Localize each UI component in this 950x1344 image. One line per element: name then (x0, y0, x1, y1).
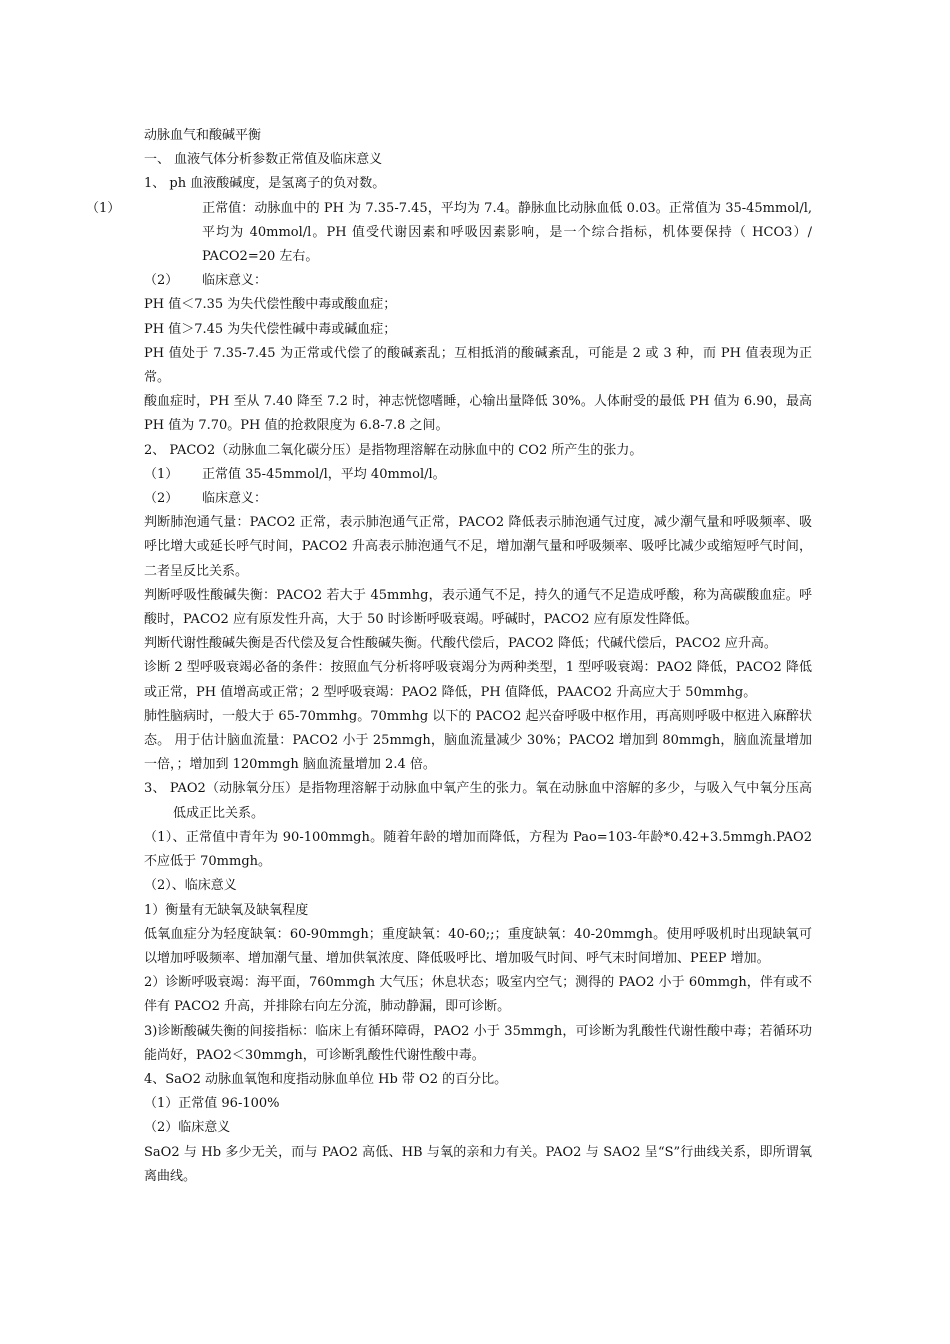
ph-acidemia: PH 值＜7.35 为失代偿性酸中毒或酸血症； (144, 297, 397, 313)
subsection-sao2: 4、SaO2 动脉血氧饱和度指动脉血单位 Hb 带 O2 的百分比。 (144, 1071, 508, 1087)
doc-title: 动脉血气和酸碱平衡 (144, 128, 262, 143)
ph-normal-text: 正常值：动脉血中的 PH 为 7.35-7.45，平均为 7.4。静脉血比动脉血低 0.03。正常值为 35-45mmol/l,平均为 40mmol/l。PH 值受代谢因素和呼吸因素影响，是一个综合指标，机体要保持（ HCO3）/ PACO2=20 左右。 (202, 200, 812, 265)
pao2-acidbase-indicator: 3)诊断酸碱失衡的间接指标：临床上有循环障碍，PAO2 小于 35mmgh，可诊断为乳酸性代谢性酸中毒；若循环功能尚好，PAO2＜30mmgh，可诊断乳酸性代谢性酸中毒。 (144, 1023, 812, 1063)
item-number: （1） (144, 466, 179, 482)
sao2-normal: （1）正常值 96-100% (144, 1096, 280, 1112)
pao2-clinical-heading: （2）、临床意义 (144, 878, 237, 894)
item-number: （1） (86, 200, 121, 216)
paco2-normal (144, 463, 812, 487)
paco2-clinical-label: 临床意义： (202, 491, 268, 507)
paco2-ventilation: 判断肺泡通气量：PACO2 正常，表示肺泡通气正常，PACO2 降低表示肺泡通气过度，减少潮气量和呼吸频率、吸呼比增大或延长呼气时间，PACO2 升高表示肺泡通气不足，增加潮气量和呼吸频率、吸呼比减少或缩短呼气时间，二者呈反比关系。 (144, 515, 812, 579)
sao2-clinical-heading: （2）临床意义 (144, 1120, 231, 1136)
subsection-ph: 1、 ph 血液酸碱度，是氢离子的负对数。 (144, 176, 386, 192)
paco2-clinical-heading (144, 487, 812, 511)
paco2-resp-failure: 诊断 2 型呼吸衰竭必备的条件：按照血气分析将呼吸衰竭分为两种类型，1 型呼吸衰竭：PAO2 降低，PACO2 降低或正常，PH 值增高或正常；2 型呼吸衰竭：PAO2 降低，PH 值降低，PAACO2 升高应大于 50mmhg。 (144, 660, 812, 700)
item-number: （2） (144, 491, 179, 507)
item-number: （2） (144, 273, 179, 289)
paco2-metabolic: 判断代谢性酸碱失衡是否代偿及复合性酸碱失衡。代酸代偿后，PACO2 降低；代碱代偿后，PACO2 应升高。 (144, 636, 777, 652)
paco2-resp-acidbase: 判断呼吸性酸碱失衡：PACO2 若大于 45mmhg，表示通气不足，持久的通气不足造成呼酸，称为高碳酸血症。呼酸时，PACO2 应有原发性升高，大于 50 时诊断呼吸衰竭。呼碱时，PACO2 应有原发性降低。 (144, 587, 812, 628)
document-page (86, 124, 812, 1189)
paco2-normal-text: 正常值 35-45mmol/l，平均 40mmol/l。 (202, 466, 446, 482)
ph-clinical-label: 临床意义： (202, 273, 268, 289)
ph-normal-paragraph (86, 197, 812, 270)
subsection-paco2: 2、 PACO2（动脉血二氧化碳分压）是指物理溶解在动脉血中的 CO2 所产生的张力。 (144, 442, 643, 458)
ph-clinical-heading (144, 269, 812, 293)
ph-acidemia-effects: 酸血症时，PH 至从 7.40 降至 7.2 时，神志恍惚嗜睡，心输出量降低 30%。人体耐受的最低 PH 值为 6.90，最高 PH 值为 7.70。PH 值的抢救限度为 6.8-7.8 之间。 (144, 394, 812, 434)
subsection-pao2: 3、 PAO2（动脉氧分压）是指物理溶解于动脉血中氧产生的张力。氧在动脉血中溶解的多少，与吸入气中氧分压高低成正比关系。 (144, 781, 812, 821)
pao2-hypoxia-grades: 低氧血症分为轻度缺氧：60-90mmgh；重度缺氧：40-60;;；重度缺氧：40-20mmgh。使用呼吸机时出现缺氧可以增加呼吸频率、增加潮气量、增加供氧浓度、降低吸呼比、增加吸气时间、呼气末时间增加、PEEP 增加。 (144, 926, 812, 966)
pao2-hypoxia-heading: 1）衡量有无缺氧及缺氧程度 (144, 902, 309, 918)
ph-normal-range: PH 值处于 7.35-7.45 为正常或代偿了的酸碱紊乱；互相抵消的酸碱紊乱，可能是 2 或 3 种，而 PH 值表现为正常。 (144, 345, 812, 386)
sao2-relationship: SaO2 与 Hb 多少无关，而与 PAO2 高低、HB 与氧的亲和力有关。PAO2 与 SAO2 呈“S”行曲线关系，即所谓氧离曲线。 (144, 1144, 812, 1184)
pao2-normal: （1）、正常值中青年为 90-100mmgh。随着年龄的增加而降低，方程为 Pao=103-年龄*0.42+3.5mmgh.PAO2 不应低于 70mmgh。 (144, 829, 812, 870)
paco2-encephalopathy: 肺性脑病时，一般大于 65-70mmhg。70mmhg 以下的 PACO2 起兴奋呼吸中枢作用，再高则呼吸中枢进入麻醉状态。 用于估计脑血流量：PACO2 小于 25mmgh，脑血流量减少 30%；PACO2 增加到 80mmgh，脑血流量增加一倍，；增加到 120mmgh 脑血流量增加 2.4 倍。 (144, 708, 812, 773)
ph-alkalemia: PH 值＞7.45 为失代偿性碱中毒或碱血症； (144, 321, 397, 337)
pao2-resp-failure: 2）诊断呼吸衰竭：海平面，760mmgh 大气压；休息状态；吸室内空气；测得的 PAO2 小于 60mmgh，伴有或不伴有 PACO2 升高，并排除右向左分流，肺动静漏，即可诊断。 (144, 975, 812, 1015)
section-heading-1: 一、 血液气体分析参数正常值及临床意义 (144, 152, 383, 168)
